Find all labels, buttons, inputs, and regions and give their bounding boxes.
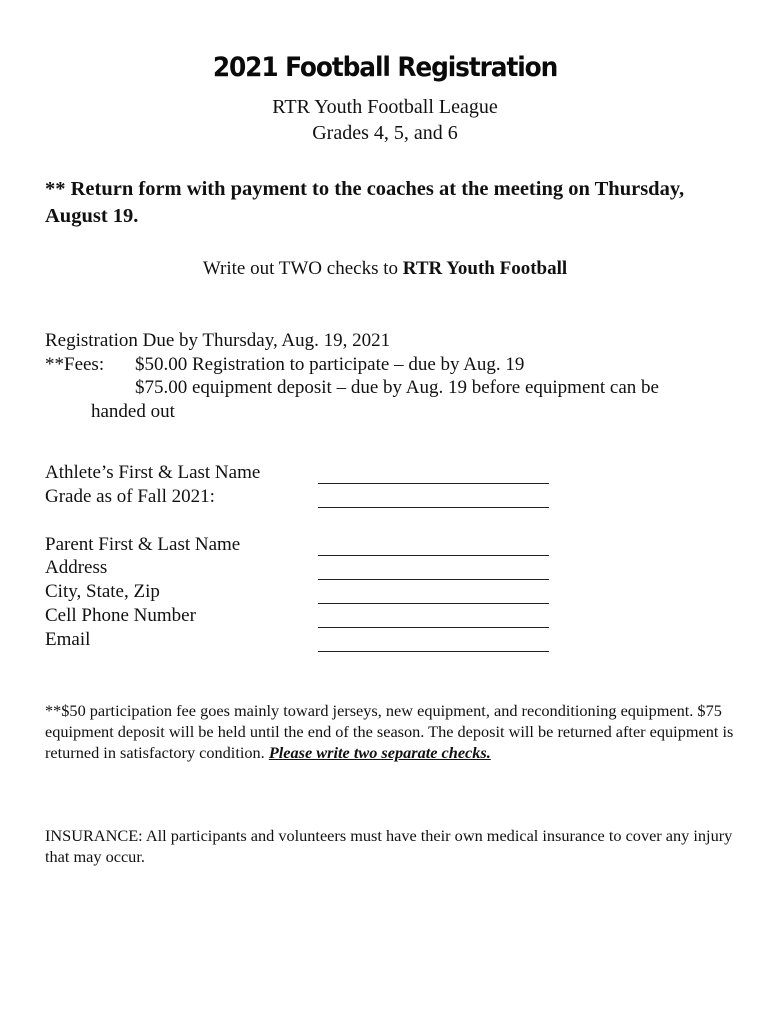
return-notice: ** Return form with payment to the coaches at the meeting on Thursday, August 19.	[45, 178, 685, 227]
fee-equipment-deposit: $75.00 equipment deposit – due by Aug. 19 before equipment can be	[135, 377, 659, 398]
page-title: 2021 Football Registration	[212, 52, 558, 83]
league-name: RTR Youth Football League	[272, 96, 498, 118]
fee-note-text: **$50 participation fee goes mainly toward jerseys, new equipment, and reconditioning equipment. $75 equipment deposit will be held until the end of the season. The deposit will be returned after equipment is returned in satisfactory condition.	[45, 701, 734, 762]
grades-line: Grades 4, 5, and 6	[312, 122, 458, 144]
city-state-zip-field[interactable]	[318, 603, 549, 604]
email-label: Email	[45, 629, 91, 650]
registration-due: Registration Due by Thursday, Aug. 19, 2021	[45, 330, 391, 351]
fees-label: **Fees:	[45, 354, 105, 375]
email-field[interactable]	[318, 651, 549, 652]
fee-note	[45, 700, 735, 763]
fee-registration: $50.00 Registration to participate – due by Aug. 19	[135, 354, 525, 375]
parent-name-field[interactable]	[318, 555, 549, 556]
grade-field[interactable]	[318, 507, 549, 508]
athlete-name-field[interactable]	[318, 483, 549, 484]
fee-equipment-deposit-cont: handed out	[91, 401, 175, 422]
insurance-note: INSURANCE: All participants and volunteers must have their own medical insurance to cover any injury that may occur.	[45, 826, 733, 866]
athlete-name-label: Athlete’s First & Last Name	[45, 462, 261, 483]
checks-instruction	[0, 258, 770, 280]
fee-note-emphasis: Please write two separate checks.	[268, 743, 491, 762]
checks-prefix: Write out TWO checks to	[202, 258, 403, 279]
parent-name-label: Parent First & Last Name	[45, 534, 241, 555]
cell-phone-label: Cell Phone Number	[45, 605, 196, 626]
cell-phone-field[interactable]	[318, 627, 549, 628]
address-field[interactable]	[318, 579, 549, 580]
address-label: Address	[45, 557, 108, 578]
grade-label: Grade as of Fall 2021:	[45, 486, 215, 507]
checks-payee: RTR Youth Football	[402, 258, 568, 279]
city-state-zip-label: City, State, Zip	[45, 581, 160, 602]
